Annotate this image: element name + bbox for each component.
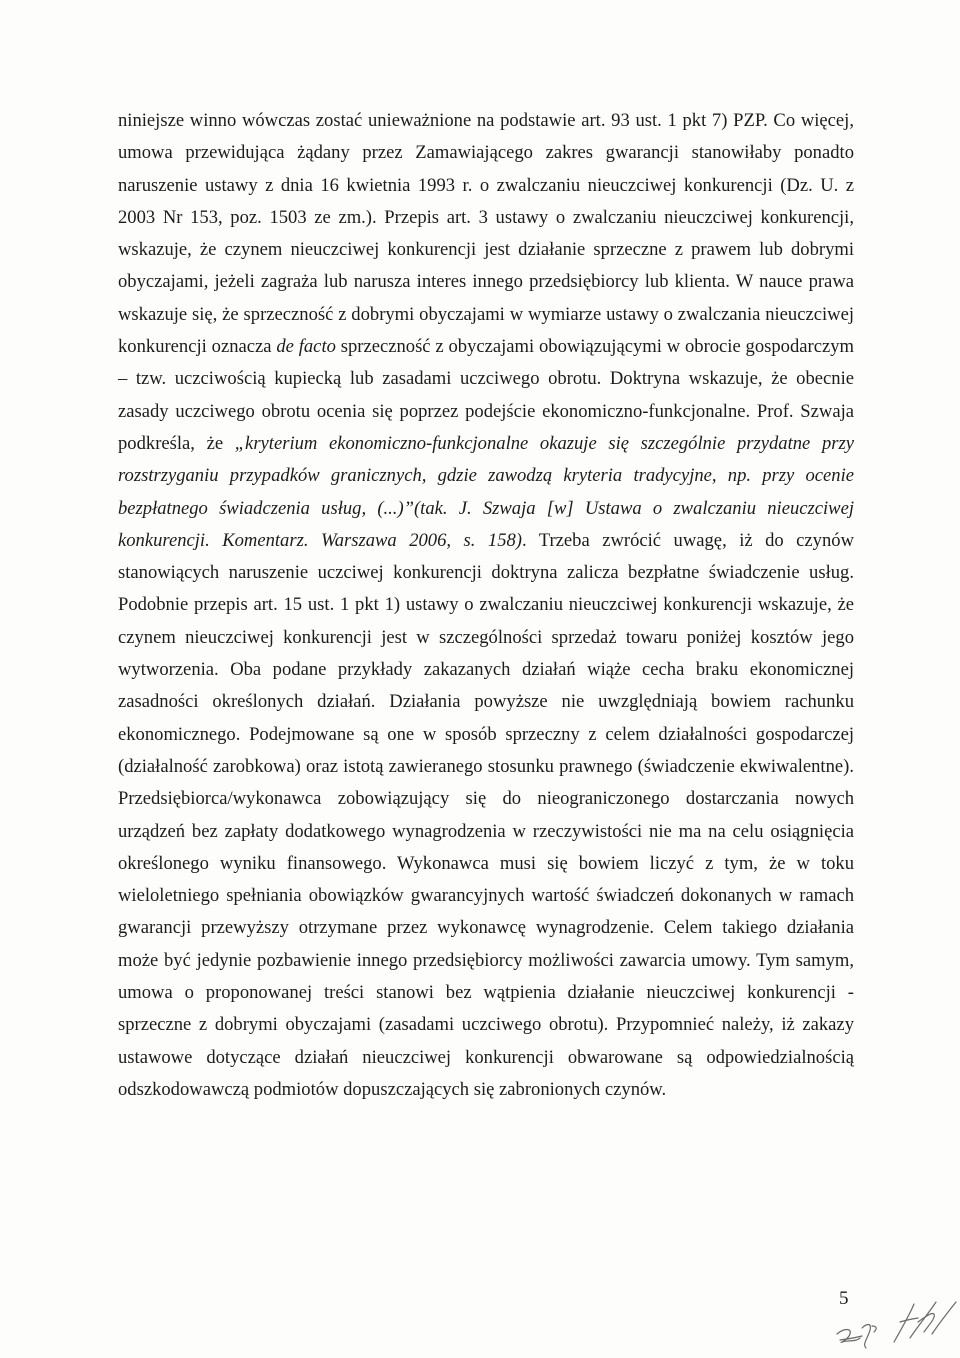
text-segment: sprzeczność z obyczajami obowiązującymi w obrocie gospodarczym – tzw. uczciwością kupiecką lub zasadami uczciwego obrotu. Doktryna wskazuje, że obecnie zasady uczciwego obrotu ocenia się poprzez podejście ekonomiczno-funkcjonalne. Prof. Szwaja podkreśla, że [118, 336, 854, 454]
page-number: 5 [839, 1288, 849, 1309]
text-segment-italic: de facto [276, 336, 336, 358]
text-segment: . Trzeba zwrócić uwagę, iż do czynów stanowiących naruszenie uczciwej konkurencji doktryna zalicza bezpłatne świadczenie usług. Podobnie przepis art. 15 ust. 1 pkt 1) ustawy o zwalczaniu nieuczciwej konkurencji wskazuje, że czynem nieuczciwej konkurencji jest w szczególności sprzedaż towaru poniżej kosztów jego wytworzenia. Oba podane przykłady zakazanych działań wiąże cecha braku ekonomicznej zasadności określonych działań. Działania powyższe nie uwzględniają bowiem rachunku ekonomicznego. Podejmowane są one w sposób sprzeczny z celem działalności gospodarczej (działalność zarobkowa) oraz istotą zawieranego stosunku prawnego (świadczenie ekwiwalentne). Przedsiębiorca/wykonawca zobowiązujący się do nieograniczonego dostarczania nowych urządzeń bez zapłaty dodatkowego wynagrodzenia w rzeczywistości nie ma na celu osiągnięcia określonego wyniku finansowego. Wykonawca musi się bowiem liczyć z tym, że w toku wieloletniego spełniania obowiązków gwarancyjnych wartość świadczeń dokonanych w ramach gwarancji przewyższy otrzymane przez wykonawcę wynagrodzenie. Celem takiego działania może być jedynie pozbawienie innego przedsiębiorcy możliwości zawarcia umowy. Tym samym, umowa o proponowanej treści stanowi bez wątpienia działanie nieuczciwej konkurencji - sprzeczne z dobrymi obyczajami (zasadami uczciwego obrotu). Przypomnieć należy, iż zakazy ustawowe dotyczące działań nieuczciwej konkurencji obwarowane są odpowiedzialnością odszkodowawczą podmiotów dopuszczających się zabronionych czynów. [118, 529, 854, 1100]
citation-quote: „kryterium ekonomiczno-funkcjonalne okazuje się szczególnie przydatne przy rozstrzyganiu przypadków granicznych, gdzie zawodzą kryteria tradycyjne, np. przy ocenie bezpłatnego świadczenia usług, (...)”(tak. J. Szwaja [w] Ustawa o zwalczaniu nieuczciwej konkurencji. Komentarz. Warszawa 2006, s. 158) [118, 432, 854, 551]
text-segment: niniejsze winno wówczas zostać unieważnione na podstawie art. 93 ust. 1 pkt 7) PZP. Co więcej, umowa przewidująca żądany przez Zamawiającego zakres gwarancji stanowiłaby ponadto naruszenie ustawy z dnia 16 kwietnia 1993 r. o zwalczaniu nieuczciwej konkurencji (Dz. U. z 2003 Nr 153, poz. 1503 ze zm.). Przepis art. 3 ustawy o zwalczaniu nieuczciwej konkurencji, wskazuje, że czynem nieuczciwej konkurencji jest działanie sprzeczne z prawem lub dobrymi obyczajami, jeżeli zagraża lub narusza interes innego przedsiębiorcy lub klienta. W nauce prawa wskazuje się, że sprzeczność z dobrymi obyczajami w wymiarze ustawy o zwalczania nieuczciwej konkurencji oznacza [118, 110, 854, 358]
body-paragraph [118, 105, 854, 1106]
signature-icon [832, 1292, 960, 1352]
